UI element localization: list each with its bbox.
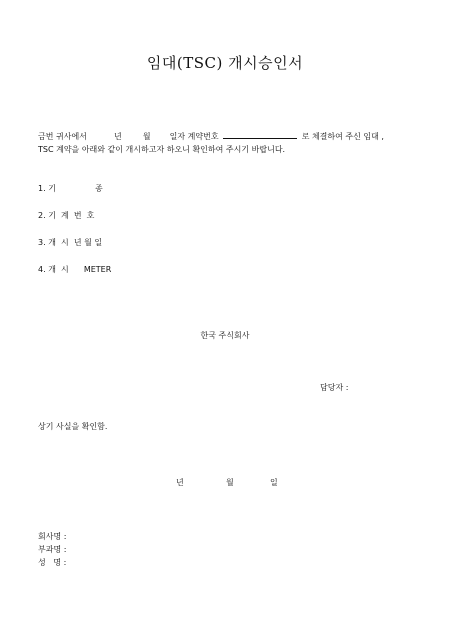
intro-line-1 (38, 131, 384, 142)
item-label: 개 시 (48, 265, 69, 274)
item-label: 기 (48, 184, 56, 193)
item-number: 1. (38, 184, 46, 193)
contract-number-blank (223, 131, 297, 139)
item-2 (38, 210, 94, 221)
signature-department: 부과명 : (38, 545, 67, 554)
intro-year: 년 (114, 132, 122, 141)
confirm-text: 상기 사실을 확인함. (38, 422, 108, 431)
item-number: 2. (38, 211, 46, 220)
date-day: 일 (270, 478, 278, 487)
intro-text-b: 로 체결하여 주신 임대 , (301, 132, 384, 141)
document-title: 임대(TSC) 개시승인서 (146, 54, 304, 72)
intro-month: 월 (142, 132, 151, 141)
signature-name: 성 명 : (38, 558, 67, 567)
item-label: 기 계 번 호 (48, 211, 95, 220)
item-label-2: 종 (95, 184, 103, 193)
signature-company: 회사명 : (38, 532, 67, 541)
item-3 (38, 237, 102, 248)
intro-text-a: 금번 귀사에서 (38, 132, 87, 141)
intro-day-contract: 일자 계약번호 (169, 132, 219, 141)
company-name: 한국 주식회사 (200, 331, 250, 340)
item-number: 3. (38, 238, 46, 247)
date-year: 년 (176, 478, 184, 487)
item-number: 4. (38, 265, 46, 274)
date-month: 월 (226, 478, 234, 487)
item-label-2: METER (83, 265, 112, 274)
intro-line-2: TSC 계약을 아래와 같이 개시하고자 하오니 확인하여 주시기 바랍니다. (38, 145, 286, 154)
item-1 (38, 183, 103, 194)
manager-label: 담당자 : (320, 383, 349, 392)
item-label: 개 시 년 월 일 (48, 238, 103, 247)
item-4 (38, 264, 111, 275)
